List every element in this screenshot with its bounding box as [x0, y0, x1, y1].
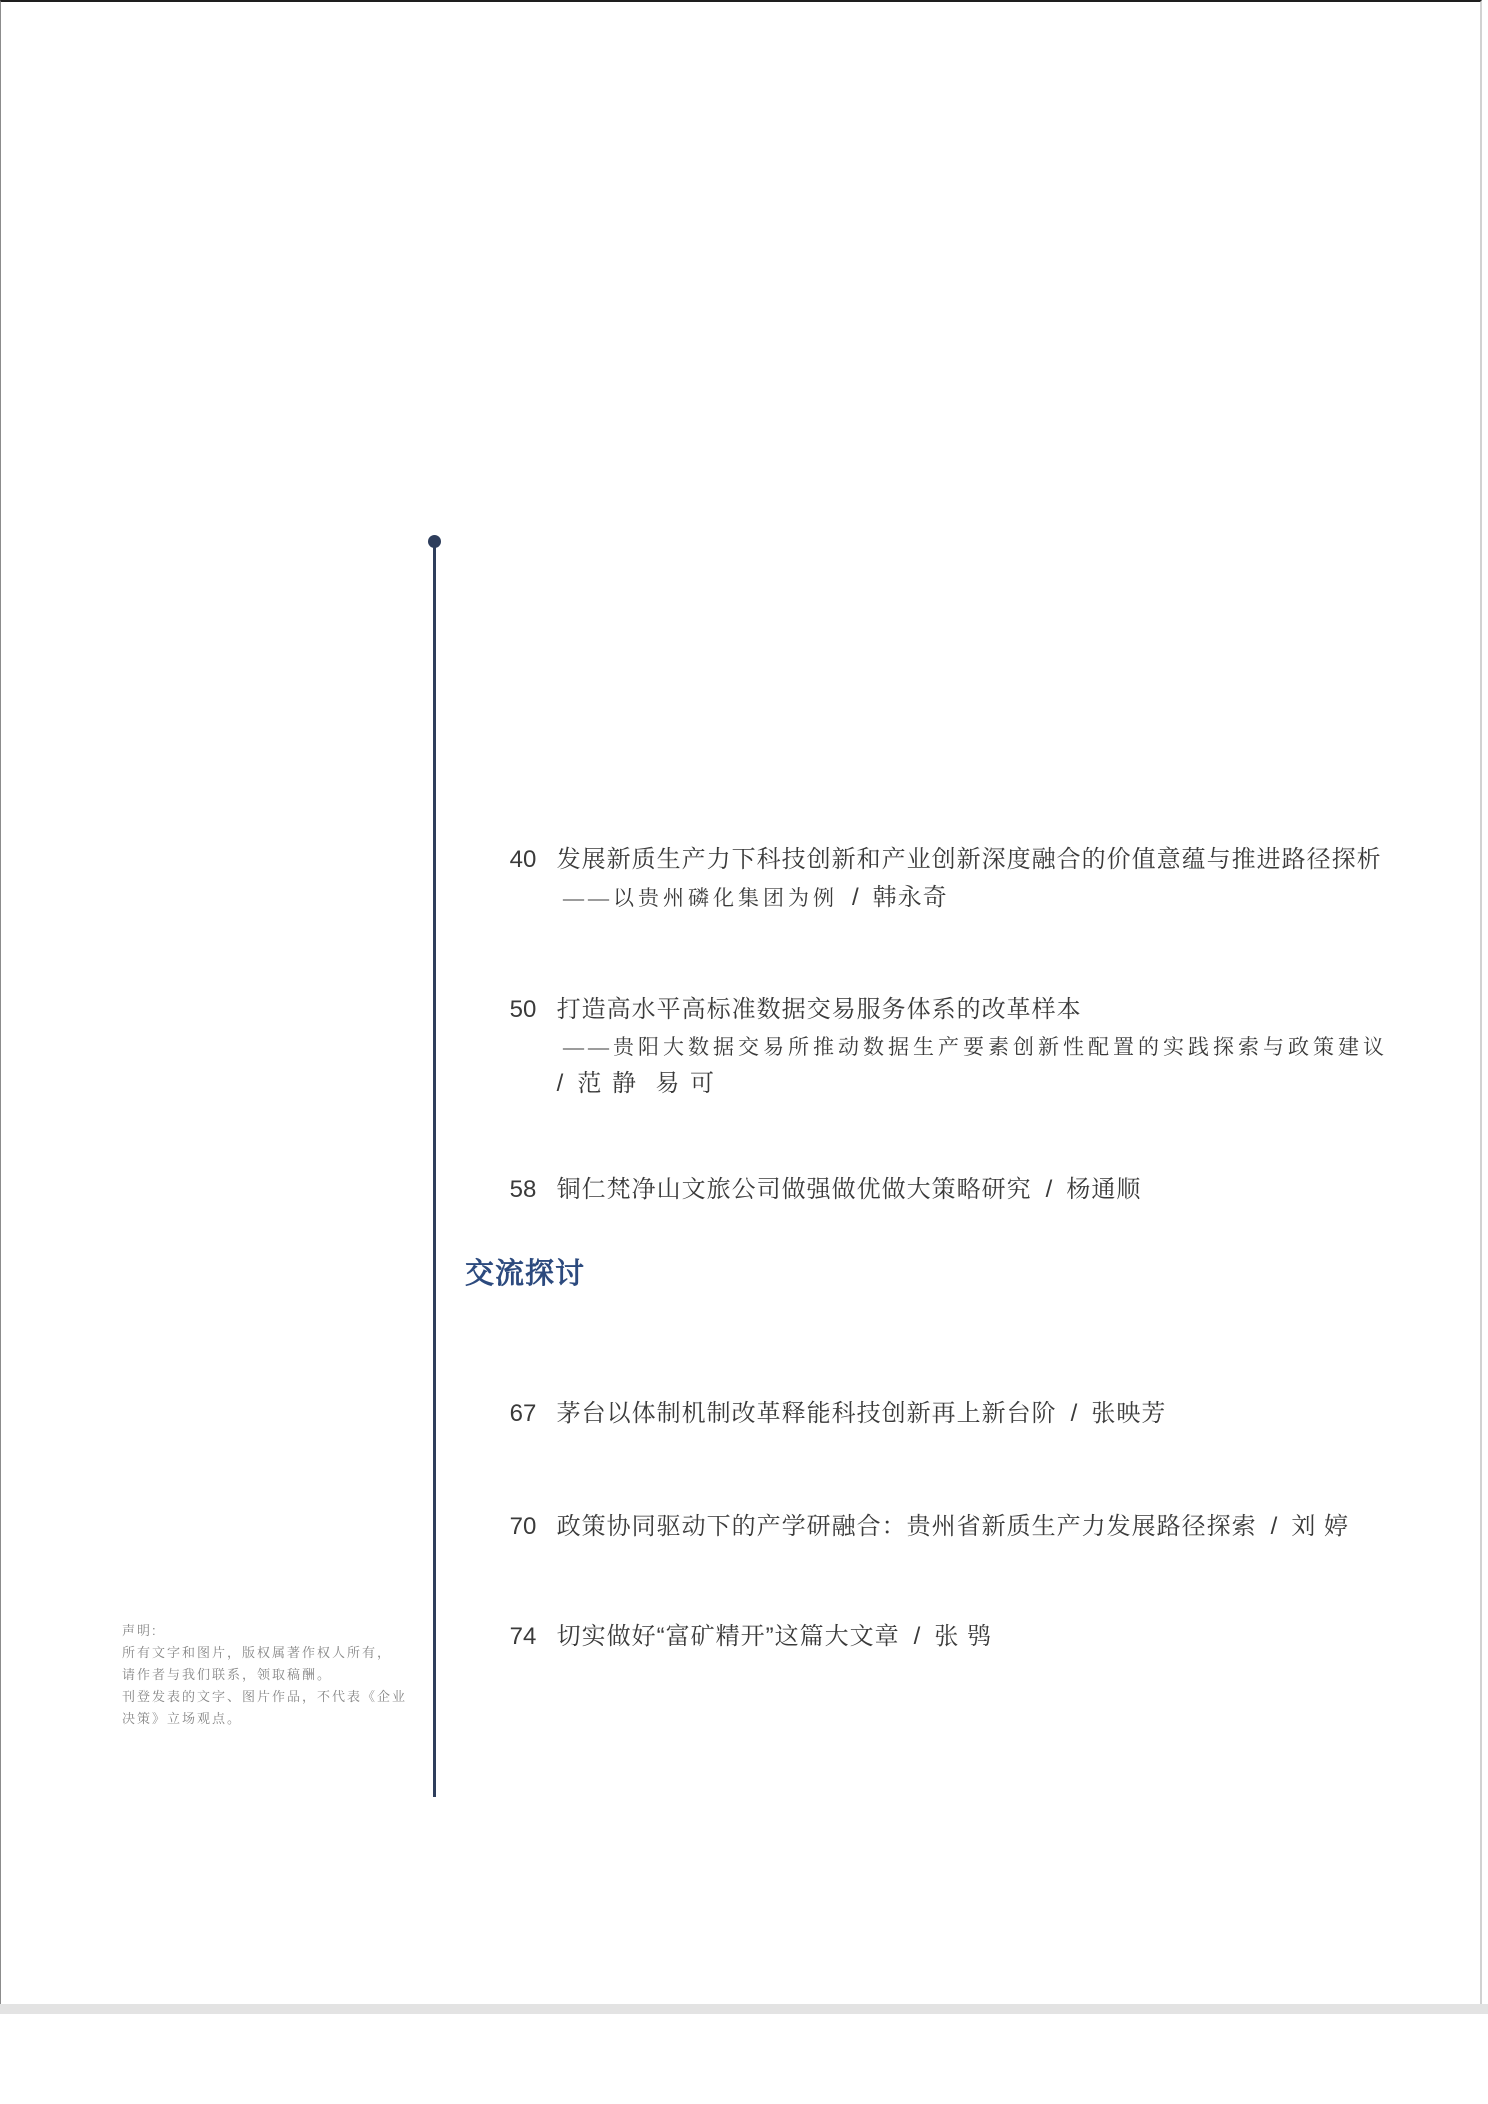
- article-author: 刘 婷: [1291, 1513, 1350, 1540]
- timeline-dot: [428, 535, 441, 548]
- article-title: 茅台以体制机制改革释能科技创新再上新台阶: [556, 1400, 1057, 1427]
- toc-entry-50-author-line: [522, 1039, 716, 1129]
- disclaimer-line: 声明:: [122, 1623, 158, 1638]
- section-heading: 交流探讨: [465, 1258, 586, 1290]
- author-separator: /: [1045, 1176, 1053, 1203]
- disclaimer-line: 请作者与我们联系，领取稿酬。: [122, 1667, 333, 1682]
- article-title: 发展新质生产力下科技创新和产业创新深度融合的价值意蕴与推进路径探析: [556, 846, 1382, 873]
- toc-entry-67: [479, 1369, 1166, 1459]
- page-number: 67: [509, 1400, 537, 1427]
- article-author: 范 静 易 可: [577, 1070, 717, 1097]
- copyright-disclaimer: [122, 1620, 407, 1730]
- page-bottom-shadow: [0, 2004, 1488, 2014]
- page-number: 40: [509, 846, 537, 873]
- article-author: 张 鸮: [934, 1623, 992, 1650]
- toc-entry-74: [479, 1592, 992, 1682]
- page-number: 58: [509, 1176, 537, 1203]
- article-author: 韩永奇: [872, 884, 948, 911]
- disclaimer-line: 刊登发表的文字、图片作品，不代表《企业: [122, 1689, 408, 1704]
- page-number: 74: [509, 1623, 537, 1650]
- article-title: 打造高水平高标准数据交易服务体系的改革样本: [556, 996, 1082, 1023]
- toc-entry-70: [479, 1482, 1349, 1572]
- article-title: 切实做好“富矿精开”这篇大文章: [556, 1623, 900, 1650]
- toc-entry-58: [479, 1145, 1141, 1235]
- timeline-line: [433, 541, 436, 1797]
- toc-entry-40-subtitle-line: [526, 853, 948, 943]
- disclaimer-line: 决策》立场观点。: [122, 1711, 243, 1726]
- page-number: 70: [509, 1513, 537, 1540]
- article-title: 铜仁梵净山文旅公司做强做优做大策略研究: [556, 1176, 1032, 1203]
- author-separator: /: [913, 1623, 921, 1650]
- author-separator: /: [1270, 1513, 1278, 1540]
- article-subtitle: ——以贵州磷化集团为例: [563, 886, 838, 910]
- author-separator: /: [1070, 1400, 1078, 1427]
- article-title: 政策协同驱动下的产学研融合：贵州省新质生产力发展路径探索: [556, 1513, 1257, 1540]
- article-author: 张映芳: [1091, 1400, 1167, 1427]
- article-author: 杨通顺: [1066, 1176, 1142, 1203]
- page-number: 50: [509, 996, 537, 1023]
- article-subtitle: ——贵阳大数据交易所推动数据生产要素创新性配置的实践探索与政策建议: [563, 1035, 1388, 1059]
- author-separator: /: [556, 1070, 564, 1097]
- author-separator: /: [852, 884, 859, 911]
- disclaimer-line: 所有文字和图片，版权属著作权人所有，: [122, 1645, 393, 1660]
